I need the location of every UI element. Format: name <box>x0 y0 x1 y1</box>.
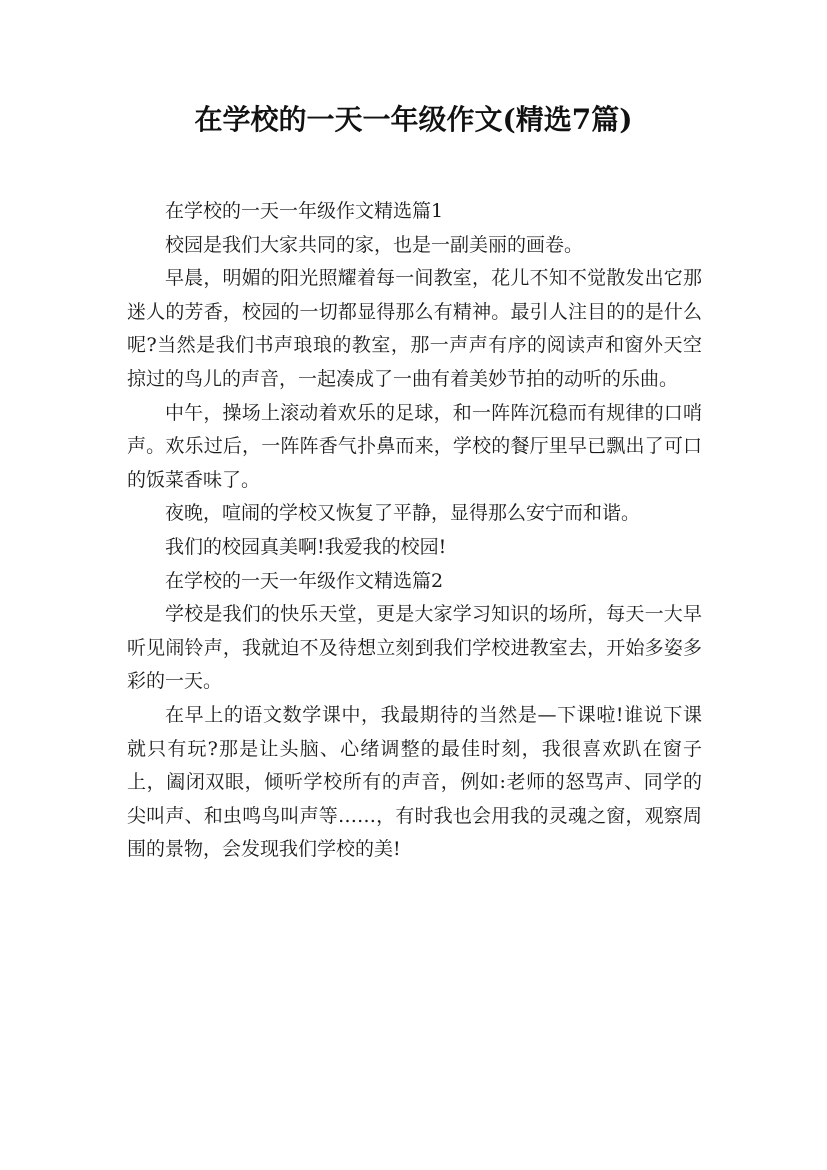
paragraph: 学校是我们的快乐天堂，更是大家学习知识的场所，每天一大早听见闹铃声，我就迫不及待想立刻到我们学校进教室去，开始多姿多彩的一天。 <box>127 603 702 693</box>
document-title: 在学校的一天一年级作文(精选7篇) <box>194 103 633 136</box>
paragraph-section-heading-2: 在学校的一天一年级作文精选篇2 <box>165 569 444 592</box>
document-body <box>127 195 702 867</box>
paragraph: 早晨，明媚的阳光照耀着每一间教室，花儿不知不觉散发出它那迷人的芳香，校园的一切都显得那么有精神。最引人注目的的是什么呢?当然是我们书声琅琅的教室，那一声声有序的阅读声和窗外天空掠过的鸟儿的声音，一起凑成了一曲有着美妙节拍的动听的乐曲。 <box>127 267 702 390</box>
paragraph: 夜晚，喧闹的学校又恢复了平静，显得那么安宁而和谐。 <box>165 502 641 525</box>
paragraph: 我们的校园真美啊!我爱我的校园! <box>165 535 447 558</box>
paragraph: 中午，操场上滚动着欢乐的足球，和一阵阵沉稳而有规律的口哨声。欢乐过后，一阵阵香气扑鼻而来，学校的餐厅里早已飘出了可口的饭菜香味了。 <box>127 401 702 491</box>
paragraph: 在早上的语文数学课中，我最期待的当然是—下课啦!谁说下课就只有玩?那是让头脑、心绪调整的最佳时刻，我很喜欢趴在窗子上，阖闭双眼，倾听学校所有的声音，例如:老师的怒骂声、同学的尖叫声、和虫鸣鸟叫声等……，有时我也会用我的灵魂之窗，观察周围的景物，会发现我们学校的美! <box>127 703 702 861</box>
paragraph: 校园是我们大家共同的家，也是一副美丽的画卷。 <box>165 233 584 256</box>
paragraph-section-heading-1: 在学校的一天一年级作文精选篇1 <box>165 200 444 222</box>
